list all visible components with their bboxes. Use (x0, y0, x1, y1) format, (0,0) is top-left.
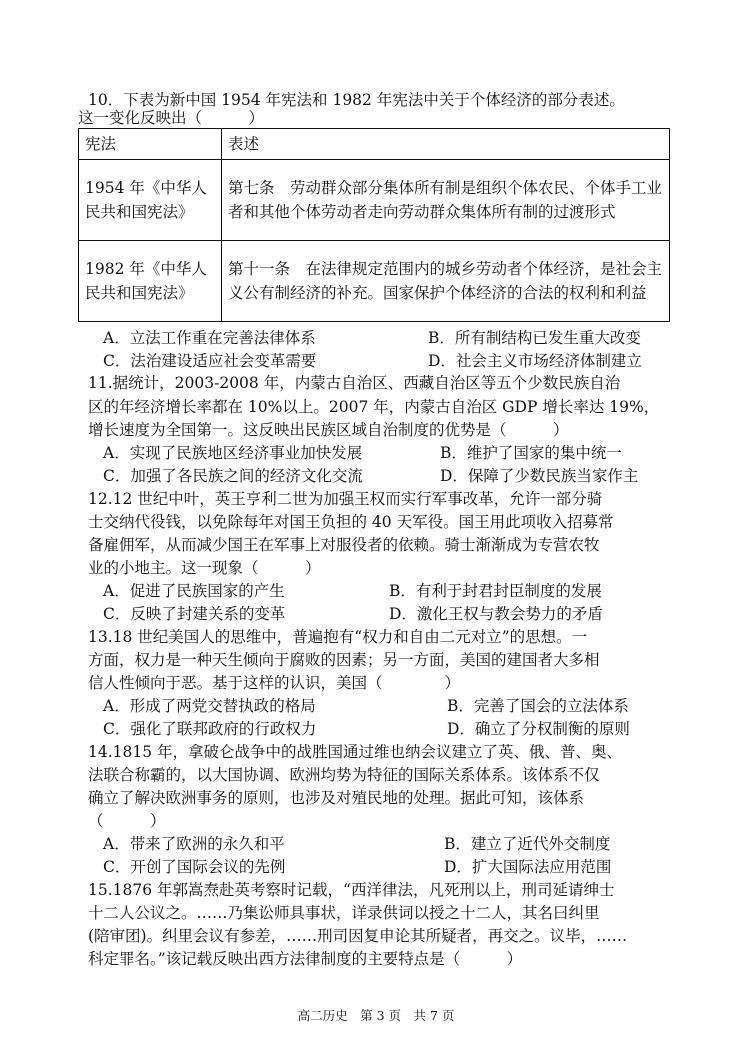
q11-stem-line: 区的年经济增长率都在 10%以上。2007 年，内蒙古自治区 GDP 增长率达 19%， (88, 398, 660, 416)
q15-stem-line: 15.1876 年郭嵩焘赴英考察时记载，“西洋律法，凡死刑以上，刑司延请绅士 (88, 881, 615, 899)
q10-option-a[interactable]: A．立法工作重在完善法律体系 (103, 329, 316, 347)
q14-stem-line: 法联合称霸的，以大国协调、欧洲均势为特征的国际关系体系。该体系不仅 (88, 766, 600, 784)
table-row (79, 241, 670, 322)
q13-option-c[interactable]: C．强化了联邦政府的行政权力 (103, 720, 317, 738)
q12-stem-line: 业的小地主。这一现象（ ） (88, 559, 321, 577)
q12-option-b[interactable]: B．有利于封君封臣制度的发展 (389, 582, 602, 600)
q15-stem-line: 十二人公议之。……乃集讼师具事状，详录供词以授之十二人，其名曰纠里 (88, 904, 600, 922)
q13-option-d[interactable]: D．确立了分权制衡的原则 (447, 720, 630, 738)
q13-stem-line: 方面，权力是一种天生倾向于腐败的因素；另一方面，美国的建国者大多相 (88, 651, 600, 669)
q12-option-d[interactable]: D．激化王权与教会势力的矛盾 (389, 605, 603, 623)
q11-stem-line: 11.据统计，2003-2008 年，内蒙古自治区、西藏自治区等五个少数民族自治 (88, 374, 621, 392)
constitution-table (78, 128, 670, 322)
q14-stem-line: （ ） (88, 812, 166, 830)
table-cell-text: 第十一条 在法律规定范围内的城乡劳动者个体经济，是社会主义公有制经济的补充。国家保护个体经济的合法的权利和利益 (222, 241, 670, 322)
q15-stem-line: (陪审团)。纠里会议有参差，……刑司因复申论其所疑者，再交之。议毕，…… (88, 927, 628, 945)
q12-stem-line: 士交纳代役钱，以免除每年对国王负担的 40 天军役。国王用此项收入招募常 (88, 513, 614, 531)
q15-stem-line: 科定罪名。”该记载反映出西方法律制度的主要特点是（ ） (88, 950, 523, 968)
q13-stem-line: 13.18 世纪美国人的思维中，普遍抱有“权力和自由二元对立”的思想。一 (88, 628, 588, 646)
q11-option-b[interactable]: B．维护了国家的集中统一 (440, 444, 622, 462)
q14-stem-line: 确立了解决欧洲事务的原则，也涉及对殖民地的处理。据此可知，该体系 (88, 789, 585, 807)
q10-option-d[interactable]: D．社会主义市场经济体制建立 (428, 352, 642, 370)
q10-option-b[interactable]: B．所有制结构已发生重大改变 (428, 329, 641, 347)
q14-option-d[interactable]: D．扩大国际法应用范围 (444, 858, 612, 876)
page-footer: 高二历史 第 3 页 共 7 页 (297, 1008, 455, 1023)
q10-stem-line-1: 10．下表为新中国 1954 年宪法和 1982 年宪法中关于个体经济的部分表述。 (88, 91, 625, 109)
q10-option-c[interactable]: C．法治建设适应社会变革需要 (103, 352, 317, 370)
table-cell-constitution: 1982 年《中华人民共和国宪法》 (79, 241, 222, 322)
q12-option-c[interactable]: C．反映了封建关系的变革 (103, 605, 286, 623)
table-header-cell: 宪法 (79, 129, 222, 160)
q11-option-d[interactable]: D．保障了少数民族当家作主 (440, 467, 639, 485)
q13-option-b[interactable]: B．完善了国会的立法体系 (447, 697, 629, 715)
q11-option-c[interactable]: C．加强了各民族之间的经济文化交流 (103, 467, 363, 485)
q11-stem-line: 增长速度为全国第一。这反映出民族区域自治制度的优势是（ ） (88, 421, 569, 439)
q12-stem-line: 12.12 世纪中叶，英王亨利二世为加强王权而实行军事改革，允许一部分骑 (88, 490, 603, 508)
table-cell-constitution: 1954 年《中华人民共和国宪法》 (79, 160, 222, 241)
q12-stem-line: 备雇佣军，从而减少国王在军事上对服役者的依赖。骑士渐渐成为专营农牧 (88, 536, 600, 554)
q12-option-a[interactable]: A．促进了民族国家的产生 (103, 582, 285, 600)
q14-option-b[interactable]: B．建立了近代外交制度 (444, 835, 611, 853)
q10-stem-line-2: 这一变化反映出（ ） (78, 109, 265, 127)
table-cell-text: 第七条 劳动群众部分集体所有制是组织个体农民、个体手工业者和其他个体劳动者走向劳动群众集体所有制的过渡形式 (222, 160, 670, 241)
q11-option-a[interactable]: A．实现了民族地区经济事业加快发展 (103, 444, 363, 462)
q13-stem-line: 信人性倾向于恶。基于这样的认识，美国（ ） (88, 674, 461, 692)
q14-stem-line: 14.1815 年，拿破仑战争中的战胜国通过维也纳会议建立了英、俄、普、奥、 (88, 743, 623, 761)
q14-option-a[interactable]: A．带来了欧洲的永久和平 (103, 835, 285, 853)
q13-option-a[interactable]: A．形成了两党交替执政的格局 (103, 697, 316, 715)
table-row (79, 160, 670, 241)
table-header-cell: 表述 (222, 129, 670, 160)
table-header-row (79, 129, 670, 160)
q14-option-c[interactable]: C．开创了国际会议的先例 (103, 858, 286, 876)
